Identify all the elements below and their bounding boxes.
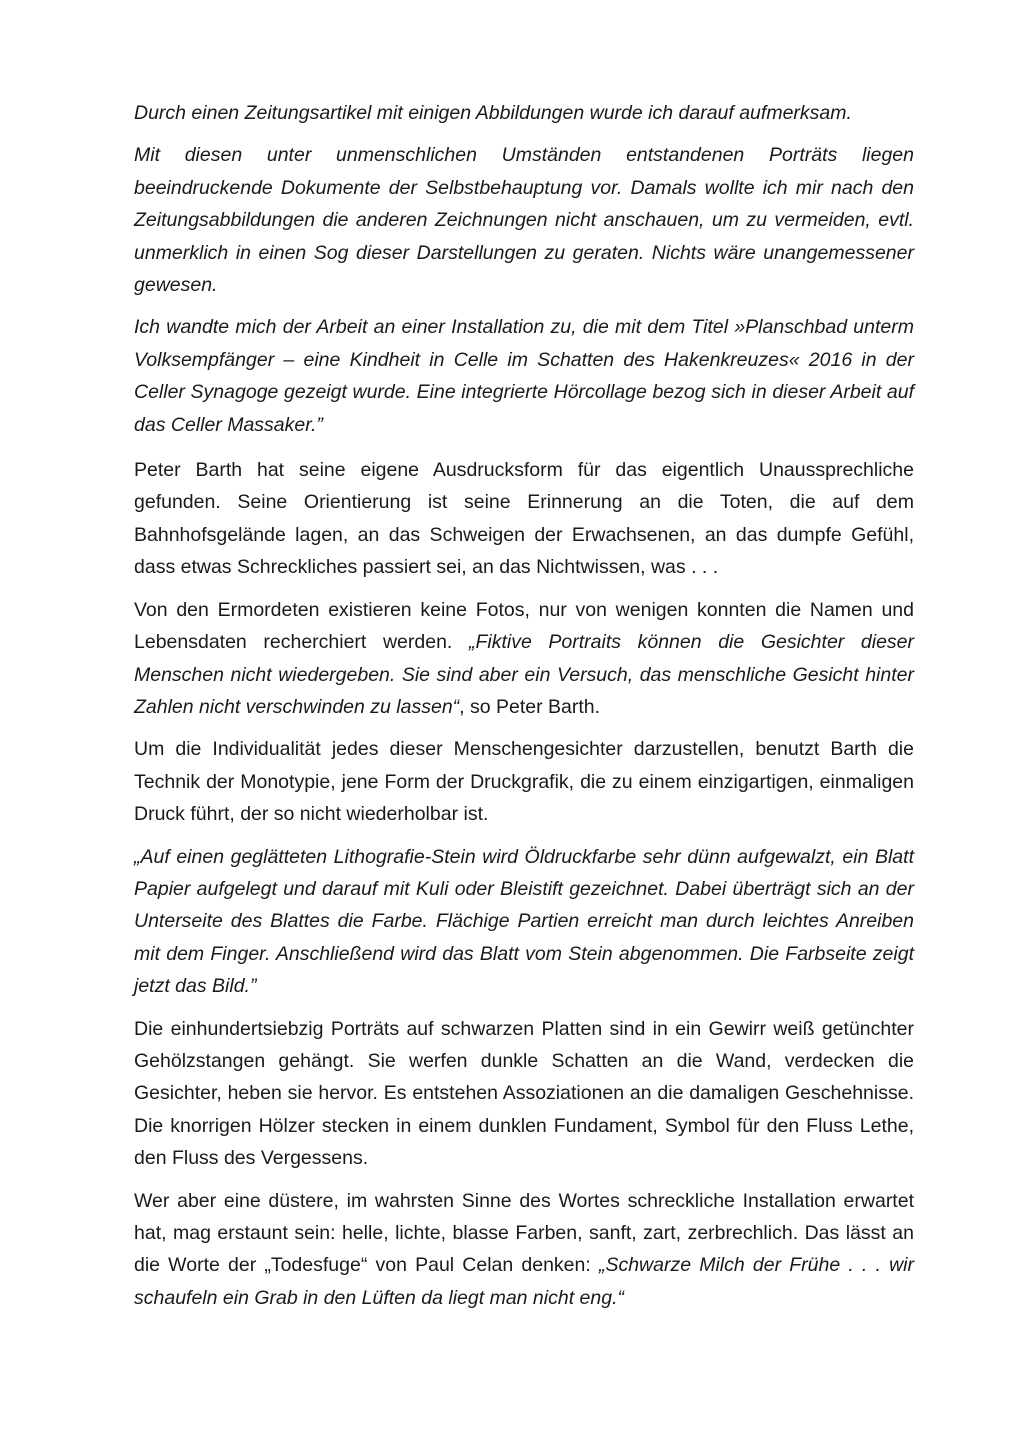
paragraph-1: Durch einen Zeitungsartikel mit einigen Abbildungen wurde ich darauf aufmerksam. — [134, 102, 852, 124]
paragraph-8: Die einhundertsiebzig Porträts auf schwarzen Platten sind in ein Gewirr weiß getünchter Gehölzstangen gehängt. Sie werfen dunkle Schatten an die Wand, verdecken die Gesichter, heben sie hervor. Es entstehen Assoziationen an die damaligen Geschehnisse. Die knorrigen Hölzer stecken in einem dunklen Fundament, Symbol für den Fluss Lethe, den Fluss des Vergessens. — [134, 1017, 914, 1170]
paragraph-9-quote: „Schwarze Milch der Frühe . . . wir schaufeln ein Grab in den Lüften da liegt man nicht eng.“ — [134, 1254, 914, 1309]
paragraph-5-attribution: , so Peter Barth. — [459, 695, 601, 718]
paragraph-5-quote: „Fiktive Portraits können die Gesichter dieser Menschen nicht wiedergeben. Sie sind aber ein Versuch, das menschliche Gesicht hinter Zahlen nicht verschwinden zu lassen“ — [134, 631, 915, 718]
paragraph-4: Peter Barth hat seine eigene Ausdrucksform für das eigentlich Unaussprechliche gefunden. Seine Orientierung ist seine Erinnerung an die Toten, die auf dem Bahnhofsgelände lagen, an das Schweigen der Erwachsenen, an das dumpfe Gefühl, dass etwas Schreckliches passiert sei, an das Nichtwissen, was . . . — [134, 459, 914, 579]
paragraph-7: „Auf einen geglätteten Lithografie-Stein wird Öldruckfarbe sehr dünn aufgewalzt, ein Blatt Papier aufgelegt und darauf mit Kuli oder Bleistift gezeichnet. Dabei überträgt sich an der Unterseite des Blattes die Farbe. Flächige Partien erreicht man durch leichtes Anreiben mit dem Finger. Anschließend wird das Blatt vom Stein abgenommen. Die Farbseite zeigt jetzt das Bild.” — [134, 845, 914, 998]
paragraph-5-text: Von den Ermordeten existieren keine Fotos, nur von wenigen konnten die Namen und Lebensdaten recherchiert werden. — [134, 598, 914, 654]
paragraph-9 — [134, 1185, 914, 1315]
paragraph-3: Ich wandte mich der Arbeit an einer Installation zu, die mit dem Titel »Planschbad unterm Volksempfänger – eine Kindheit in Celle im Schatten des Hakenkreuzes« 2016 in der Celler Synagoge gezeigt wurde. Eine integrierte Hörcollage bezog sich in dieser Arbeit auf das Celler Massaker.” — [134, 316, 914, 436]
paragraph-9-text: Wer aber eine düstere, im wahrsten Sinne des Wortes schreckliche Installation erwartet hat, mag erstaunt sein: helle, lichte, blasse Farben, sanft, zart, zerbrechlich. Das lässt an die Worte der „Todesfuge“ von Paul Celan denken: — [134, 1189, 914, 1277]
paragraph-2: Mit diesen unter unmenschlichen Umständen entstandenen Porträts liegen beeindruckende Dokumente der Selbstbehauptung vor. Damals wollte ich mir nach den Zeitungsabbildungen die anderen Zeichnungen nicht anschauen, um zu vermeiden, evtl. unmerklich in einen Sog dieser Darstellungen zu geraten. Nichts wäre unangemessener gewesen. — [134, 144, 914, 297]
paragraph-6: Um die Individualität jedes dieser Menschengesichter darzustellen, benutzt Barth die Technik der Monotypie, jene Form der Druckgrafik, die zu einem einzigartigen, einmaligen Druck führt, der so nicht wiederholbar ist. — [134, 738, 914, 826]
paragraph-5 — [134, 594, 914, 724]
document-body — [134, 97, 914, 1324]
